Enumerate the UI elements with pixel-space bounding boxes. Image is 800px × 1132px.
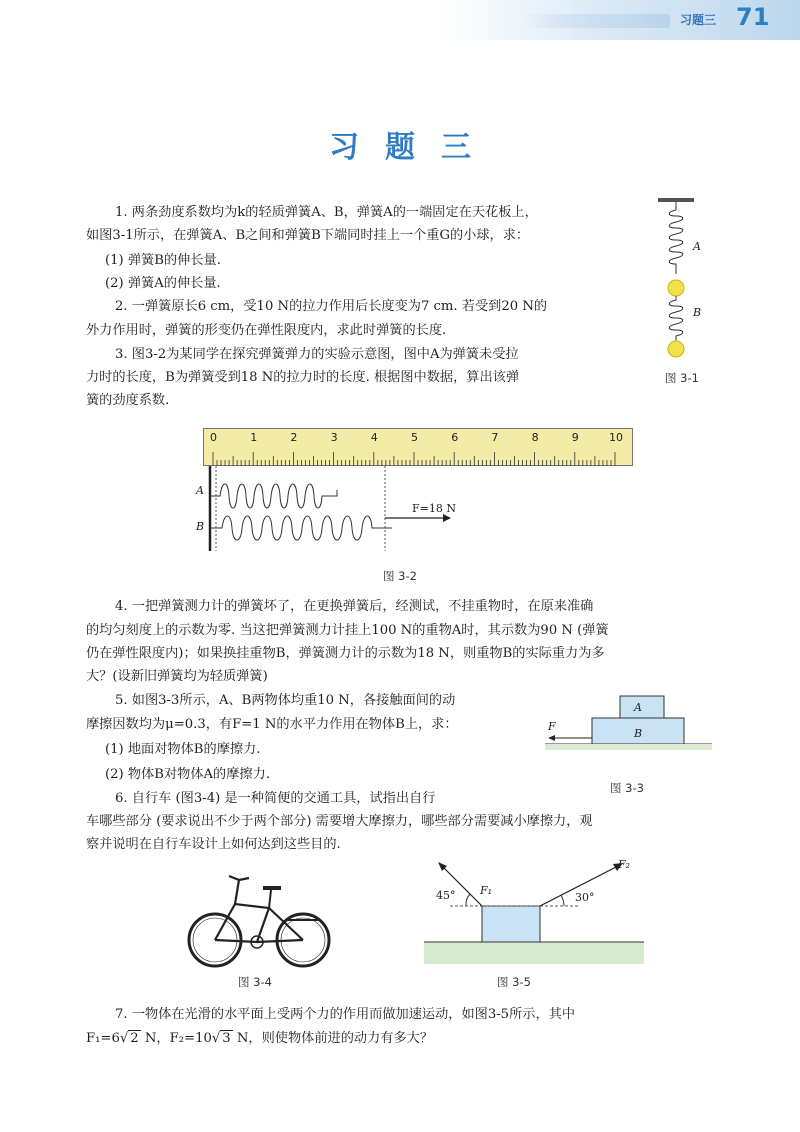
spring-b — [669, 296, 683, 344]
figure-3-5 — [420, 856, 650, 968]
ruler-tick-label: 4 — [370, 431, 378, 444]
problem-6-line-2: 车哪些部分 (要求说出不少于两个部分) 需要增大摩擦力，哪些部分需要减小摩擦力，观 — [86, 814, 593, 829]
force-f-arrowhead — [548, 735, 555, 741]
fig3-2-label-a: A — [196, 484, 204, 497]
fig3-3-label-a: A — [634, 701, 642, 714]
fig3-5-caption: 图 3-5 — [497, 975, 531, 989]
ruler-tick-label: 3 — [330, 431, 338, 444]
ground — [424, 942, 644, 964]
ruler-tick-label: 2 — [290, 431, 298, 444]
spring-b-coil — [210, 516, 392, 540]
fig3-3-label-b: B — [634, 727, 643, 740]
problem-7-line-1: 7. 一物体在光滑的水平面上受两个力的作用而做加速运动，如图3-5所示，其中 — [115, 1007, 576, 1022]
problem-4-line-1: 4. 一把弹簧测力计的弹簧坏了，在更换弹簧后，经测试，不挂重物时，在原来准确 — [115, 599, 594, 614]
ruler-tick-label: 9 — [571, 431, 579, 444]
ruler-tick-label: 10 — [609, 431, 623, 444]
figure-3-3 — [540, 690, 720, 760]
chapter-label: 习题三 — [680, 13, 717, 27]
figure-3-1 — [655, 196, 715, 361]
problem-2-line-1: 2. 一弹簧原长6 cm，受10 N的拉力作用后长度变为7 cm. 若受到20 N的 — [115, 299, 548, 314]
problem-4-line-2: 的均匀刻度上的示数为零. 当这把弹簧测力计挂上100 N的重物A时，其示数为90 N (弹簧 — [86, 623, 609, 638]
fig3-5-angle-2: 30° — [575, 891, 595, 904]
block — [482, 906, 540, 942]
fig3-2-caption: 图 3-2 — [383, 569, 417, 583]
ruler-tick-label: 1 — [250, 431, 258, 444]
f1-root: 2 — [130, 1031, 139, 1046]
fig3-4-caption: 图 3-4 — [238, 975, 272, 989]
f1-prefix: F₁=6 — [86, 1031, 120, 1046]
problem-5-line-2: 摩擦因数均为μ=0.3，有F=1 N的水平力作用在物体B上，求： — [86, 717, 458, 732]
problem-5-line-1: 5. 如图3-3所示，A、B两物体均重10 N，各接触面间的动 — [115, 693, 456, 708]
ground-fill — [545, 744, 712, 750]
spring-a — [669, 210, 683, 274]
problem-6-line-1: 6. 自行车 (图3-4) 是一种简便的交通工具，试指出自行 — [115, 791, 436, 806]
problem-1-line-1: 1. 两条劲度系数均为k的轻质弹簧A、B，弹簧A的一端固定在天花板上， — [115, 205, 538, 220]
fig3-2-label-b: B — [196, 520, 205, 533]
f1-unit: N， — [140, 1031, 170, 1046]
ball-2 — [668, 341, 684, 357]
ruler-tick-label: 5 — [411, 431, 418, 444]
fig3-2-force-label: F=18 N — [412, 502, 456, 515]
problem-6-line-3: 察并说明在自行车设计上如何达到这些目的. — [86, 837, 341, 852]
fig3-1-label-a: A — [693, 240, 701, 253]
ceiling — [658, 198, 694, 202]
problem-3-line-2: 力时的长度，B为弹簧受到18 N的拉力时的长度. 根据图中数据，算出该弹 — [86, 370, 520, 385]
problem-3-line-3: 簧的劲度系数. — [86, 393, 170, 408]
figure-3-4-bicycle — [185, 862, 335, 974]
f2-prefix: F₂=10 — [169, 1031, 212, 1046]
handlebar — [229, 876, 249, 904]
angle-arc-1 — [466, 894, 470, 906]
ruler-tick-label: 6 — [451, 431, 459, 444]
fig3-3-caption: 图 3-3 — [610, 781, 644, 795]
spring-a-coil — [210, 484, 337, 508]
fig3-5-angle-1: 45° — [436, 889, 456, 902]
page-number: 71 — [736, 3, 770, 31]
ruler-tick-label: 0 — [210, 431, 217, 444]
sqrt-symbol-1-icon: √ — [119, 1031, 129, 1046]
problem-7-line-2 — [86, 1028, 433, 1050]
f2-root: 3 — [222, 1031, 231, 1046]
sqrt-symbol-2-icon: √ — [211, 1031, 221, 1046]
ruler-tick-label: 7 — [491, 431, 499, 444]
fig3-5-label-f1: F₁ — [480, 884, 493, 897]
fig3-3-label-f: F — [548, 720, 556, 733]
angle-arc-2 — [561, 895, 564, 906]
f2-unit: N，则使物体前进的动力有多大？ — [232, 1031, 434, 1046]
problem-5-sub-1: (1) 地面对物体B的摩擦力. — [105, 742, 261, 757]
page-title: 习题三 — [329, 130, 497, 165]
problem-1-sub-1: (1) 弹簧B的伸长量. — [105, 253, 221, 268]
fig3-1-caption: 图 3-1 — [665, 371, 699, 385]
problem-1-sub-2: (2) 弹簧A的伸长量. — [105, 276, 221, 291]
fig3-1-label-b: B — [693, 306, 702, 319]
force-arrowhead — [443, 514, 451, 522]
ball-1 — [668, 280, 684, 296]
problem-3-line-1: 3. 图3-2为某同学在探究弹簧弹力的实验示意图，图中A为弹簧未受拉 — [115, 347, 519, 362]
problem-2-line-2: 外力作用时，弹簧的形变仍在弹性限度内，求此时弹簧的长度. — [86, 323, 447, 338]
ruler-ticks — [203, 428, 633, 466]
seat-post — [269, 890, 271, 908]
problem-4-line-4: 大？(设新旧弹簧均为轻质弹簧) — [86, 669, 268, 684]
block-a — [620, 696, 664, 718]
problem-4-line-3: 仍在弹性限度内)；如果换挂重物B，弹簧测力计的示数为18 N，则重物B的实际重力为多 — [86, 646, 605, 661]
ruler-tick-label: 8 — [531, 431, 539, 444]
problem-1-line-2: 如图3-1所示，在弹簧A、B之间和弹簧B下端同时挂上一个重G的小球，求： — [86, 228, 530, 243]
header-decoration — [520, 14, 670, 28]
problem-5-sub-2: (2) 物体B对物体A的摩擦力. — [105, 767, 270, 782]
fig3-5-label-f2: F₂ — [618, 858, 631, 871]
